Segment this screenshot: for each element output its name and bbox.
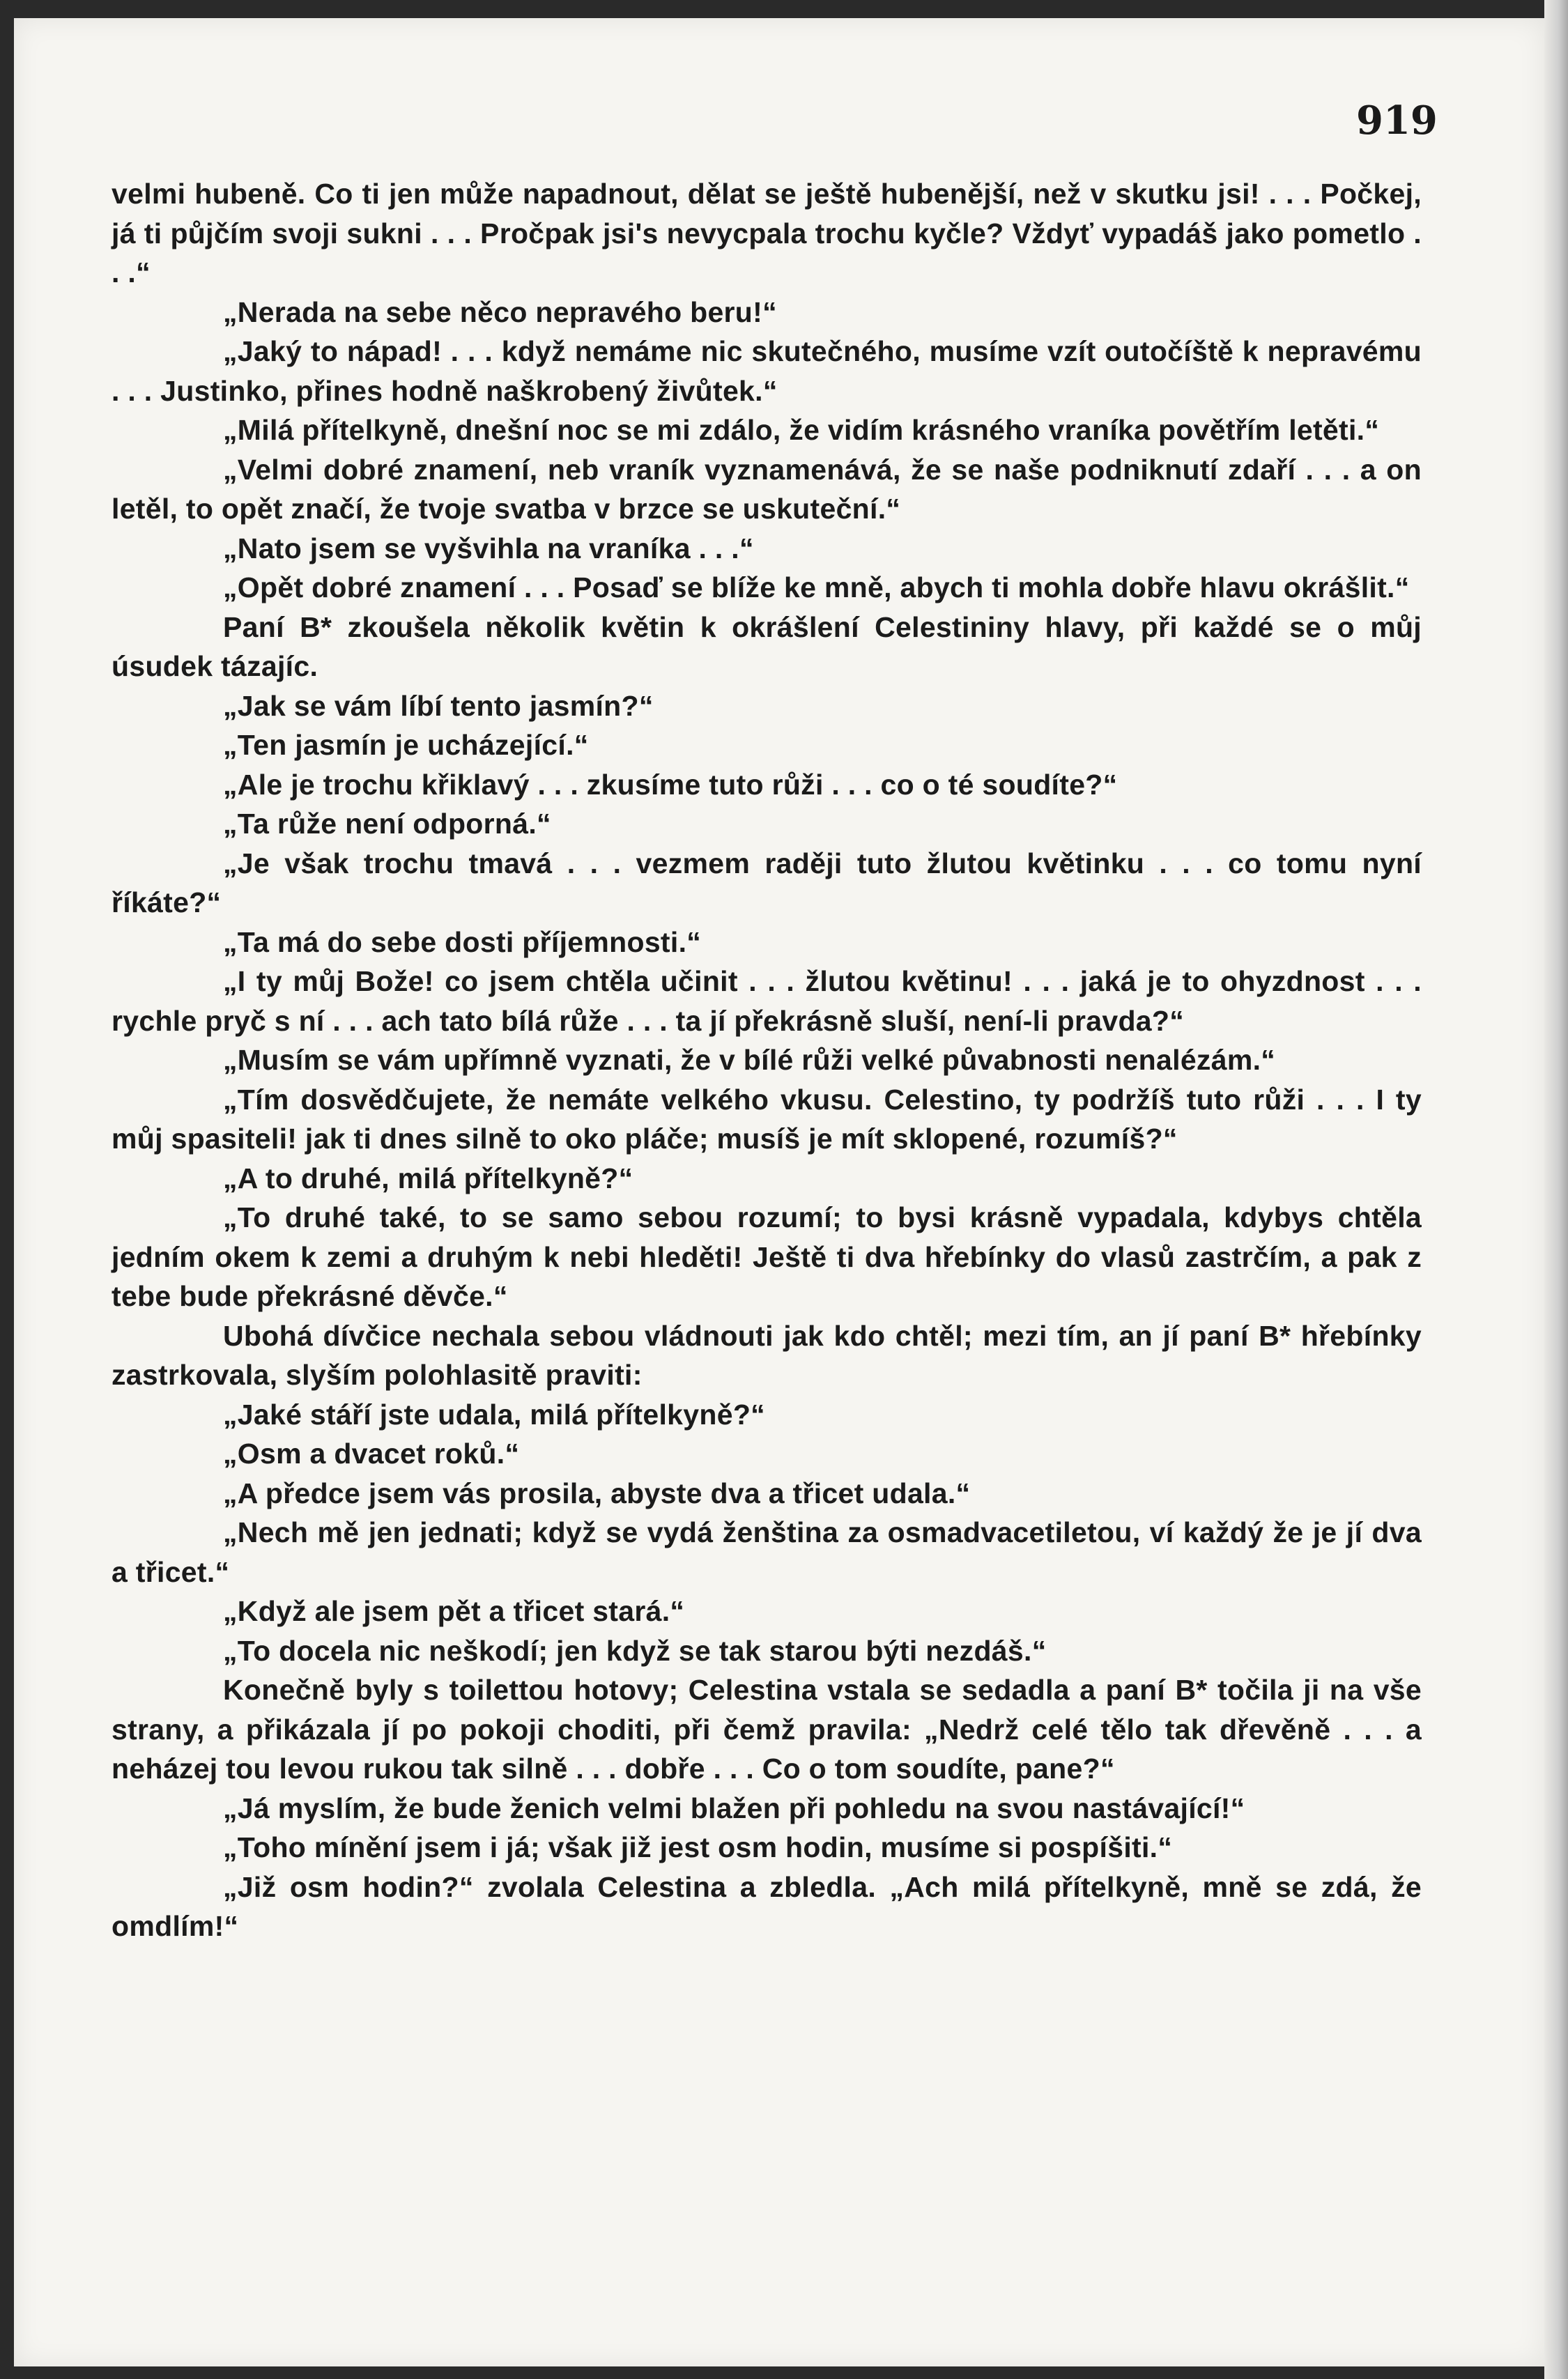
page-edge: [1544, 0, 1568, 2379]
paragraph: „I ty můj Bože! co jsem chtěla učinit . . . žlutou květinu! . . . jaká je to ohyzdnost . . . rychle pryč s ní . . . ach tato bílá růže . . . ta jí překrásně sluší, není-li pravda?“: [112, 965, 1422, 1037]
paragraph: „Milá přítelkyně, dnešní noc se mi zdálo, že vidím krásného vraníka povětřím letěti.“: [223, 414, 1380, 446]
paragraph: „Jak se vám líbí tento jasmín?“: [223, 689, 654, 722]
paragraph: „Tím dosvědčujete, že nemáte velkého vkusu. Celestino, ty podržíš tuto růži . . . I ty můj spasiteli! jak ti dnes silně to oko pláče; musíš je mít sklopené, rozumíš?“: [112, 1083, 1422, 1155]
page-number: 919: [1356, 98, 1438, 144]
paragraph: Konečně byly s toilettou hotovy; Celestina vstala se sedadla a paní B* točila ji na vše strany, a přikázala jí po pokoji choditi, při čemž pravila: „Nedrž celé tělo tak dřevěně . . . a neházej tou levou rukou tak silně . . . dobře . . . Co o tom soudíte, pane?“: [112, 1674, 1422, 1785]
paragraph: velmi hubeně. Co ti jen může napadnout, dělat se ještě hubenější, než v skutku jsi! . . . Počkej, já ti půjčím svoji sukni . . . Pročpak jsi's nevycpala trochu kyčle? Vždyť vypadáš jako pometlo . . .“: [112, 178, 1422, 288]
paragraph: „To docela nic neškodí; jen když se tak starou býti nezdáš.“: [223, 1634, 1047, 1667]
paragraph: „Již osm hodin?“ zvolala Celestina a zbledla. „Ach milá přítelkyně, mně se zdá, že omdlím!“: [112, 1870, 1422, 1942]
paragraph: „Osm a dvacet roků.“: [223, 1438, 520, 1470]
paragraph: „Jaký to nápad! . . . když nemáme nic skutečného, musíme vzít outočíště k nepravému . . . Justinko, přines hodně naškrobený živůtek.“: [112, 335, 1422, 407]
paragraph: „Je však trochu tmavá . . . vezmem raději tuto žlutou květinku . . . co tomu nyní říkáte?“: [112, 847, 1422, 918]
paragraph: „Já myslím, že bude ženich velmi blažen při pohledu na svou nastávající!“: [223, 1792, 1245, 1824]
paragraph: „To druhé také, to se samo sebou rozumí; to bysi krásně vypadala, kdybys chtěla jedním okem k zemi a druhým k nebi hleděti! Ještě ti dva hřebínky do vlasů zastrčím, a pak z tebe bude překrásné děvče.“: [112, 1201, 1422, 1312]
paragraph: Paní B* zkoušela několik květin k okrášlení Celestininy hlavy, při každé se o můj úsudek tázajíc.: [112, 610, 1422, 682]
paragraph: „Jaké stáří jste udala, milá přítelkyně?“: [223, 1398, 765, 1431]
paragraph: „Nerada na sebe něco nepravého beru!“: [223, 295, 777, 328]
paragraph: „Ta má do sebe dosti příjemnosti.“: [223, 925, 702, 958]
paragraph: „Když ale jsem pět a třicet stará.“: [223, 1595, 685, 1627]
paragraph: „Ta růže není odporná.“: [223, 808, 551, 840]
paragraph: „Velmi dobré znamení, neb vraník vyznamenává, že se naše podniknutí zdaří . . . a on letěl, to opět značí, že tvoje svatba v brzce se uskuteční.“: [112, 453, 1422, 525]
paragraph: „Musím se vám upřímně vyznati, že v bílé růži velké půvabnosti nenalézám.“: [223, 1044, 1276, 1076]
paragraph: Ubohá dívčice nechala sebou vládnouti jak kdo chtěl; mezi tím, an jí paní B* hřebínky zastrkovala, slyším polohlasitě praviti:: [112, 1319, 1422, 1391]
paragraph: „A předce jsem vás prosila, abyste dva a třicet udala.“: [223, 1477, 971, 1509]
paragraph: „A to druhé, milá přítelkyně?“: [223, 1162, 633, 1194]
paragraph: „Toho mínění jsem i já; však již jest osm hodin, musíme si pospíšiti.“: [223, 1831, 1173, 1863]
page-text: [112, 174, 1422, 1946]
paragraph: „Ten jasmín je ucházející.“: [223, 729, 589, 761]
paragraph: „Opět dobré znamení . . . Posaď se blíže ke mně, abych ti mohla dobře hlavu okrášlit.“: [223, 571, 1410, 603]
paragraph: „Nech mě jen jednati; když se vydá ženština za osmadvacetiletou, ví každý že je jí dva a třicet.“: [112, 1516, 1422, 1588]
paragraph: „Ale je trochu křiklavý . . . zkusíme tuto růži . . . co o té soudíte?“: [223, 768, 1118, 801]
paragraph: „Nato jsem se vyšvihla na vraníka . . .“: [223, 532, 754, 564]
